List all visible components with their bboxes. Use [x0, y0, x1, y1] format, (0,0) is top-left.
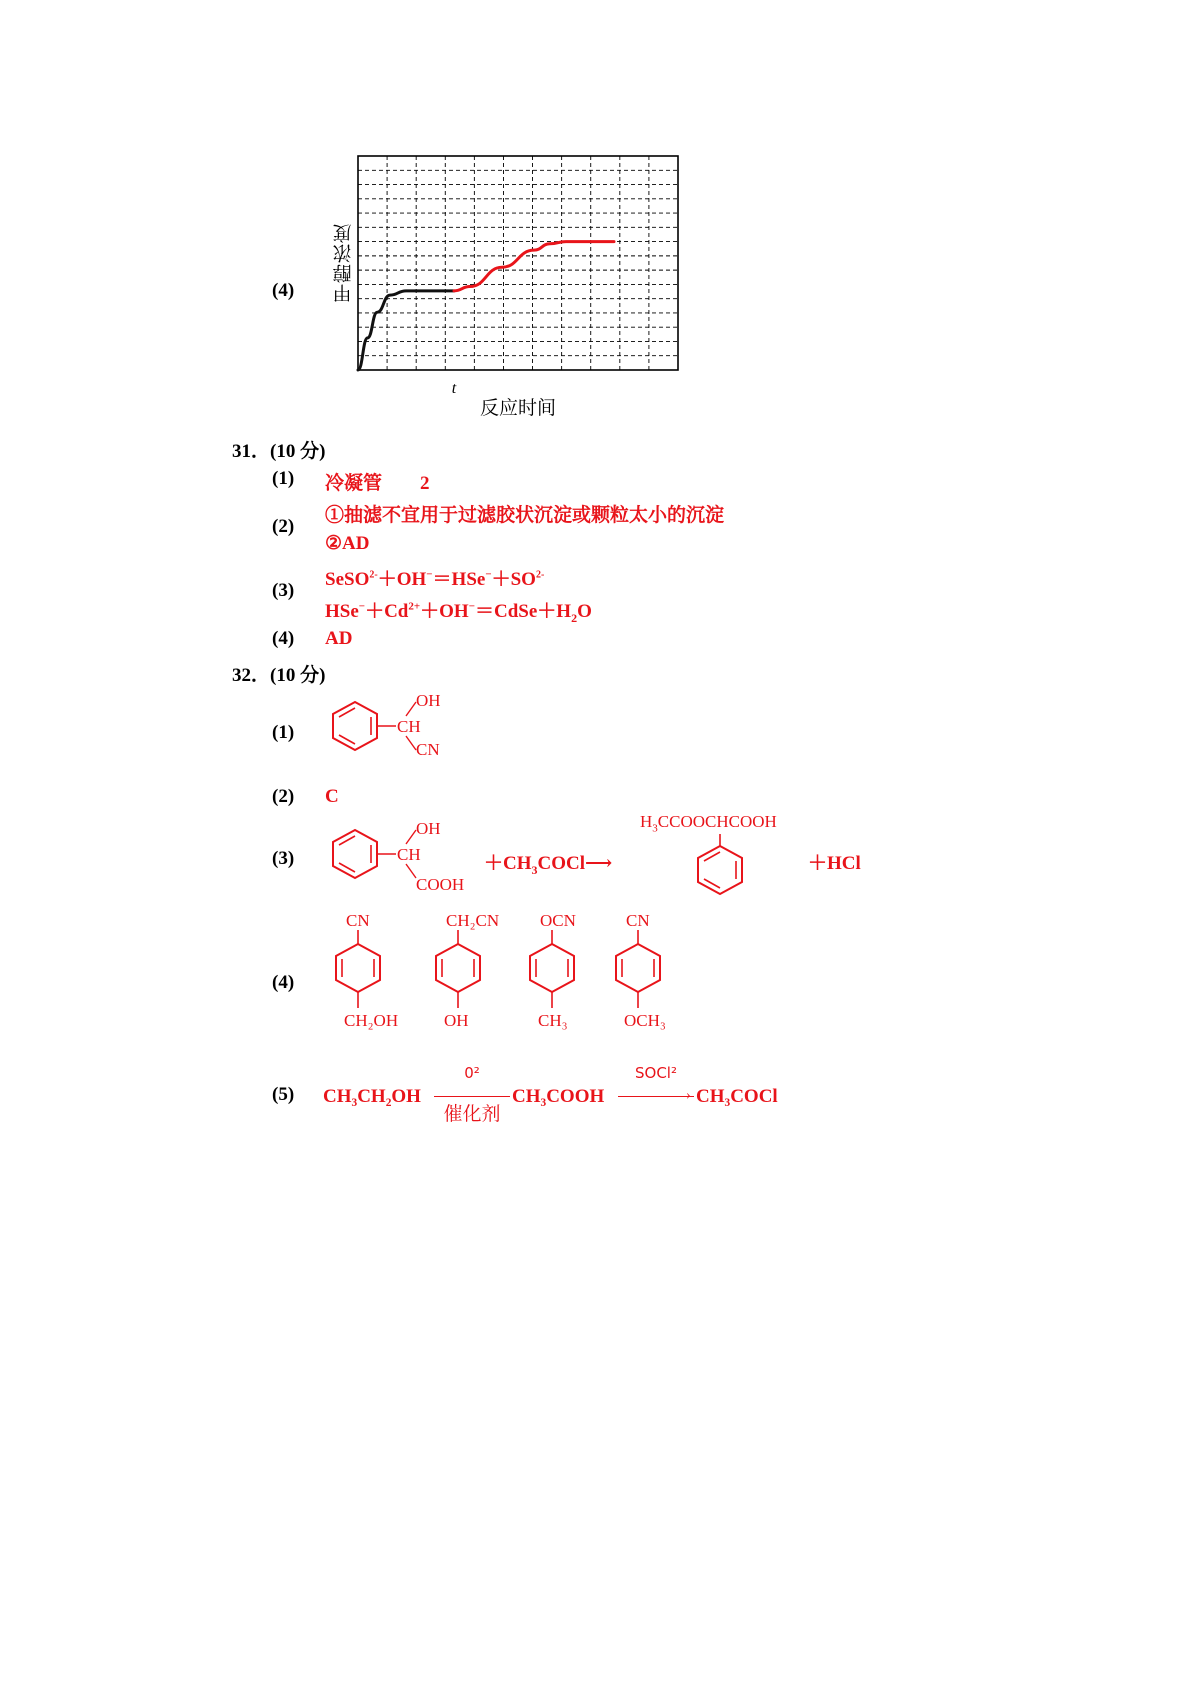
x-tick-t: t — [451, 380, 457, 397]
q31-p3-equation2: $HSe^-+Cd^{2+}+OH^-=CdSe+H_2O$ — [325, 600, 592, 625]
q32-heading: 32．(10 分) — [232, 665, 326, 686]
q31-p2-line1: ①抽滤不宜用于过滤胶状沉淀或颗粒太小的沉淀 — [325, 505, 725, 526]
q31-p4-label: (4) — [272, 628, 295, 649]
q32-p1-label: (1) — [272, 722, 295, 743]
chart-series — [358, 242, 614, 370]
p3-oh: OH — [416, 819, 441, 838]
isomer-structure-4 — [598, 910, 694, 1040]
q31-p1-answer: 冷凝管 2 — [325, 473, 430, 494]
q31-p4-answer: AD — [325, 628, 353, 649]
isomer-top-group: CN — [346, 911, 370, 930]
q32-p5-acetyl-chloride: CH₃COCl — [696, 1086, 778, 1107]
isomer-bottom-group: CH₂OH — [344, 1011, 399, 1030]
isomer-structure-2 — [418, 910, 514, 1040]
q32-p5-arrow2-top: SOCl² — [635, 1064, 677, 1082]
series-line-1 — [358, 291, 454, 370]
q32-p5-ethanol: CH₃CH₂OH — [323, 1086, 421, 1107]
q32-p5-arrow2-head: › — [686, 1088, 691, 1103]
q32-p1-structure — [320, 692, 480, 772]
q32-p5-acetic-acid: CH₃COOH — [512, 1086, 605, 1107]
q32-p5-arrow1 — [434, 1096, 510, 1097]
q32-p5-label: (5) — [272, 1084, 295, 1105]
isomer-top-group: OCN — [540, 911, 576, 930]
q31-heading: 31．(10 分) — [232, 441, 326, 462]
isomer-structure-1 — [318, 910, 414, 1040]
q32-p3-product-formula: $H_3CCOOCHCOOH$ — [640, 812, 777, 835]
plot-frame — [358, 156, 678, 370]
q31-p3-equation1: $SeSO^{2-}+OH^-=HSe^-+SO^{2-}$ — [325, 568, 545, 590]
q32-p2-label: (2) — [272, 786, 295, 807]
series-line-2 — [454, 242, 614, 291]
q32-p3-reactant — [320, 818, 490, 900]
isomer-top-group: CH₂CN — [446, 911, 500, 930]
isomer-bottom-group: CH₃ — [538, 1011, 568, 1030]
q32-p3-product-ring — [680, 832, 760, 908]
q32-p4-label: (4) — [272, 972, 295, 993]
q32-p3-label: (3) — [272, 848, 295, 869]
p3-ch: CH — [397, 845, 421, 864]
q32-p2-answer: C — [325, 786, 339, 807]
chart-part-label: (4) — [272, 280, 295, 301]
isomer-top-group: CN — [626, 911, 650, 930]
p1-cn: CN — [416, 740, 440, 759]
isomer-structure-3 — [512, 910, 608, 1040]
q31-p2-label: (2) — [272, 516, 295, 537]
methanol-concentration-chart — [320, 148, 690, 428]
q32-p5-arrow1-top: 0² — [464, 1064, 480, 1082]
y-axis-label: 甲醇浓度 — [333, 223, 355, 303]
q31-p1-label: (1) — [272, 468, 295, 489]
x-axis-label: 反应时间 — [479, 398, 557, 419]
isomer-bottom-group: OCH₃ — [624, 1011, 666, 1030]
q32-p5-arrow1-bottom: 催化剂 — [443, 1103, 501, 1125]
q31-p2-line2: ②AD — [325, 533, 370, 554]
q32-p3-byproduct: ＋HCl — [808, 853, 861, 874]
p1-ch: CH — [397, 717, 421, 736]
p1-oh: OH — [416, 692, 441, 710]
chart-grid — [358, 156, 678, 370]
isomer-bottom-group: OH — [444, 1011, 469, 1030]
q31-p3-label: (3) — [272, 580, 295, 601]
p3-cooh: COOH — [416, 875, 465, 894]
q32-p3-reagent: $+CH_3COCl⟶$ — [484, 853, 613, 877]
q32-p5-arrow2 — [618, 1096, 694, 1097]
